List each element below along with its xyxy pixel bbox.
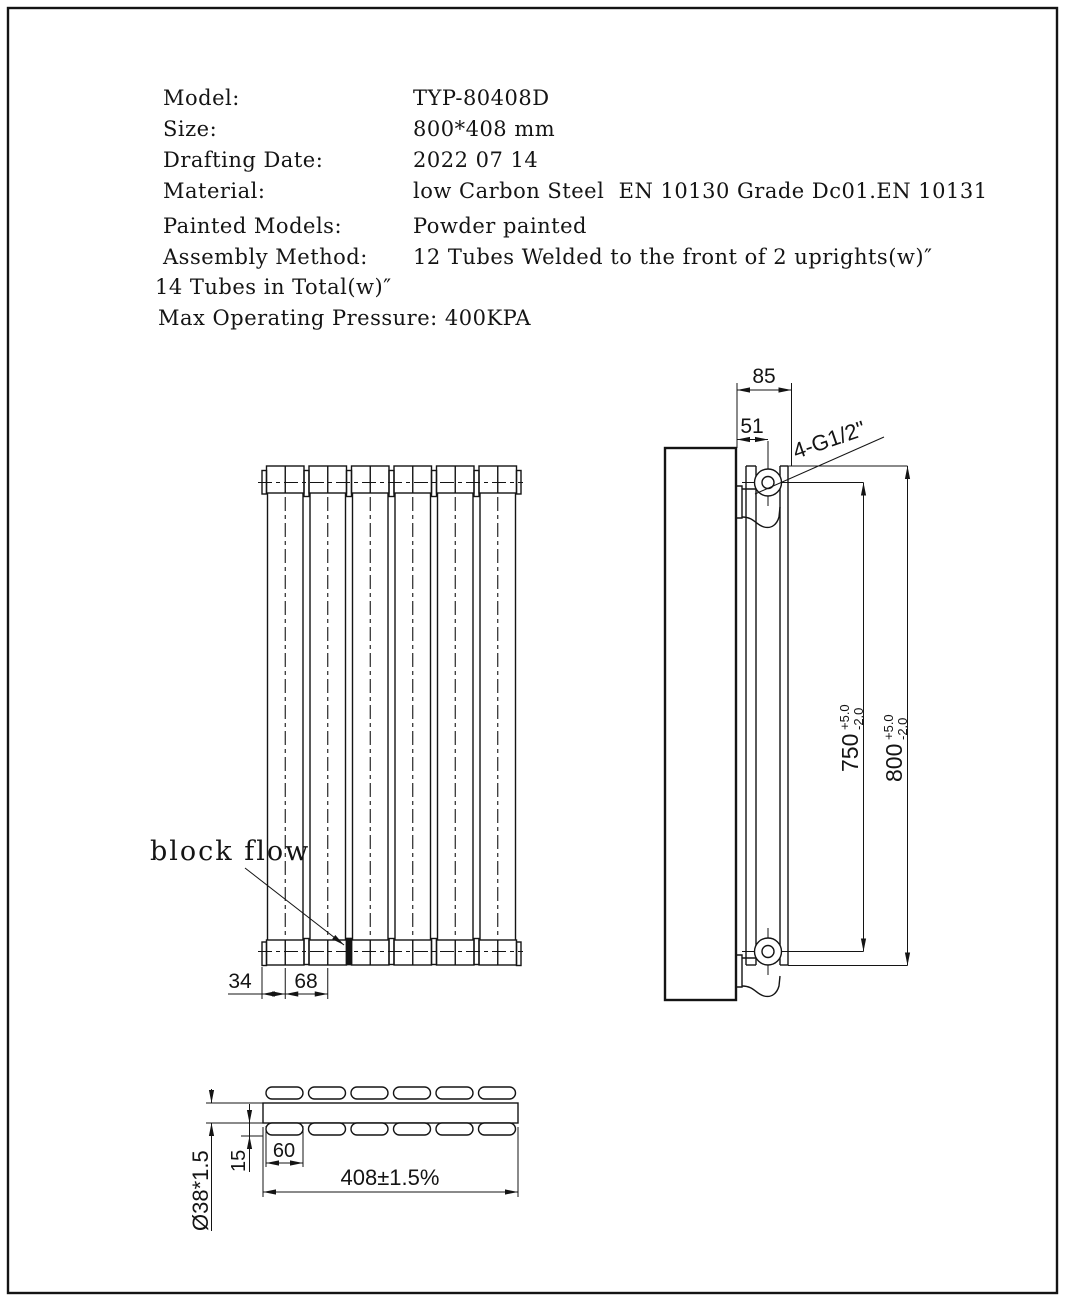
block-flow-leader <box>245 868 344 945</box>
dim-tube-spec-label: Ø38*1.5 <box>188 1150 213 1231</box>
spec-label: Material: <box>163 179 266 203</box>
spec-value: Powder painted <box>413 214 587 238</box>
front-view <box>150 466 523 999</box>
spec-note-pressure: Max Operating Pressure: 400KPA <box>158 306 532 330</box>
svg-text:+5.0: +5.0 <box>837 704 852 730</box>
bottom-pipe-connection <box>755 938 782 965</box>
spec-label: Size: <box>163 117 218 141</box>
block-flow-label: block flow <box>150 836 311 867</box>
dim-overall-width-label: 408±1.5% <box>340 1165 440 1190</box>
svg-text:+5.0: +5.0 <box>881 714 896 740</box>
dim-pitch-label: 68 <box>294 970 318 993</box>
spec-label: Painted Models: <box>163 214 343 238</box>
dim-offset-label: 15 <box>228 1149 250 1172</box>
svg-text:800: 800 <box>881 743 907 782</box>
header-bar <box>263 1103 518 1123</box>
svg-text:-2.0: -2.0 <box>851 707 866 730</box>
spec-value: TYP-80408D <box>413 86 550 110</box>
dim-height-label <box>881 714 910 782</box>
spec-value: low Carbon Steel EN 10130 Grade Dc01.EN 10131 <box>413 179 988 203</box>
dim-tube-width-label: 60 <box>272 1140 296 1162</box>
spec-value: 800*408 mm <box>413 117 556 141</box>
sheet-border <box>8 8 1057 1293</box>
thread-callout-label: 4-G1/2" <box>789 415 869 464</box>
blocked-flow-connector <box>347 939 352 965</box>
dim-pipe-depth-label: 51 <box>740 415 764 438</box>
dim-depth-label: 85 <box>752 365 776 388</box>
spec-value: 2022 07 14 <box>413 148 539 172</box>
side-view <box>665 365 910 1000</box>
spec-label: Model: <box>163 86 240 110</box>
bottom-view <box>188 1087 518 1231</box>
spec-label: Assembly Method: <box>163 245 368 269</box>
spec-value: 12 Tubes Welded to the front of 2 uprights(w)″ <box>413 245 933 269</box>
dim-pipe-span-label <box>837 704 866 772</box>
bottom-left-plug <box>262 942 267 966</box>
svg-text:-2.0: -2.0 <box>895 717 910 740</box>
bottom-right-plug <box>517 942 522 966</box>
spec-label: Drafting Date: <box>163 148 324 172</box>
wall <box>665 448 736 1000</box>
svg-text:750: 750 <box>837 733 863 772</box>
spec-note-tubes: 14 Tubes in Total(w)″ <box>155 275 392 299</box>
dim-edge-offset-label: 34 <box>228 970 252 993</box>
rear-tube-row <box>266 1087 516 1099</box>
